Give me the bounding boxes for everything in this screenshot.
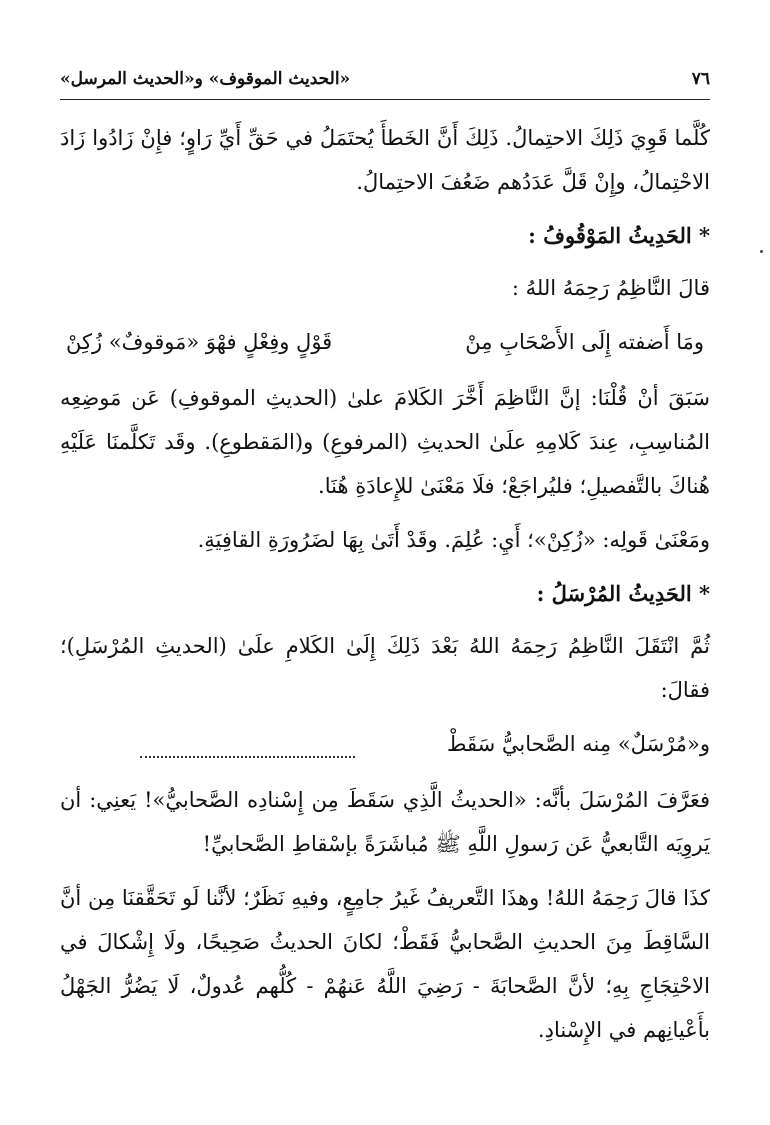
verse-1-first-hemistich: ومَا أَضفته إِلَى الأَصْحَابِ مِنْ (465, 330, 704, 354)
paragraph-6: فعَرَّفَ المُرْسَلَ بأنَّه: «الحديثُ الَّذِي سَقَطَ مِن إِسْنادِه الصَّحابيُّ»! يَعنِي: أن يَروِيَه التَّابعيُّ عَن رَسولِ اللَّهِ ﷺ مُباشَرَةً بإسْقاطِ الصَّحابيِّ! (60, 788, 710, 856)
paragraph-2: قالَ النَّاظِمُ رَحِمَهُ اللهُ : (511, 276, 710, 300)
paragraph-4: ومَعْنَىٰ قَولِه: «زُكِنْ»؛ أَيِ: عُلِمَ. وقَدْ أَتَىٰ بِهَا لضَرُورَةِ القافِيَةِ. (197, 528, 710, 552)
page-number: ٧٦ (691, 69, 710, 89)
page-header (60, 64, 710, 94)
paragraph-1: كُلَّما قَوِيَ ذَلِكَ الاحتِمالُ. ذَلِكَ أَنَّ الخَطأَ يُحتَمَلُ في حَقِّ أَيِّ رَاوٍ؛ فإِنْ زَادُوا زَادَ الاحْتِمالُ، وإِنْ قَلَّ عَدَدُهم ضَعُفَ الاحتِمالُ. (60, 126, 710, 194)
paragraph-7: كذَا قالَ رَحِمَهُ اللهُ! وهذَا التَّعريفُ غَيرُ جامِعٍ، وفيهِ نَظَرٌ؛ لأنَّنا لَو تَحَقَّقنَا مِن أنَّ السَّاقِطَ مِنَ الحديثِ الصَّحابيُّ فَقَطْ؛ لكانَ الحديثُ صَحِيحًا، ولَا إِشْكالَ في الاحْتِجَاجِ بِهِ؛ لأنَّ الصَّحابَةَ - رَضِيَ اللَّهُ عَنهُمْ - كُلُّهم عُدولٌ، لَا يَضُرُّ الجَهْلُ بأَعْيانِهم في الإِسْنادِ. (60, 886, 710, 1042)
paragraph-3: سَبَقَ أنْ قُلْنَا: إنَّ النَّاظِمَ أَخَّرَ الكَلامَ علىٰ (الحديثِ الموقوفِ) عَن مَوضِعِه المُناسِبِ، عِندَ كَلامِهِ علَىٰ الحديثِ (المرفوعِ) و(المَقطوعِ). وقَد تَكلَّمنَا عَلَيْهِ هُناكَ بالتَّفصيلِ؛ فليُراجَعْ؛ فلَا مَعْنَىٰ للإِعادَةِ هُنَا. (60, 386, 710, 498)
verse-2-first-hemistich: و«مُرْسَلٌ» مِنه الصَّحابيُّ سَقَطْ (447, 732, 710, 756)
heading-mawquf: * الحَدِيثُ المَوْقُوفُ : (528, 223, 710, 248)
verse-1-second-hemistich: قَوْلٍ وفِعْلٍ فهْوَ «مَوقوفٌ» زُكِنْ (66, 330, 333, 354)
page-body (60, 116, 710, 1062)
verse-1 (60, 320, 710, 364)
running-title: «الحديث الموقوف» و«الحديث المرسل» (60, 69, 351, 89)
heading-mursal: * الحَدِيثُ المُرْسَلُ : (536, 581, 710, 606)
header-divider (60, 99, 710, 100)
paragraph-5: ثُمَّ انْتَقَلَ النَّاظِمُ رَحِمَهُ اللهُ بَعْدَ ذَلِكَ إِلَىٰ الكَلامِ علَىٰ (الحديثِ المُرْسَلِ)؛ فقالَ: (60, 634, 710, 702)
verse-2-dotted-line (140, 730, 355, 758)
margin-mark (760, 250, 763, 253)
verse-2 (60, 722, 710, 766)
